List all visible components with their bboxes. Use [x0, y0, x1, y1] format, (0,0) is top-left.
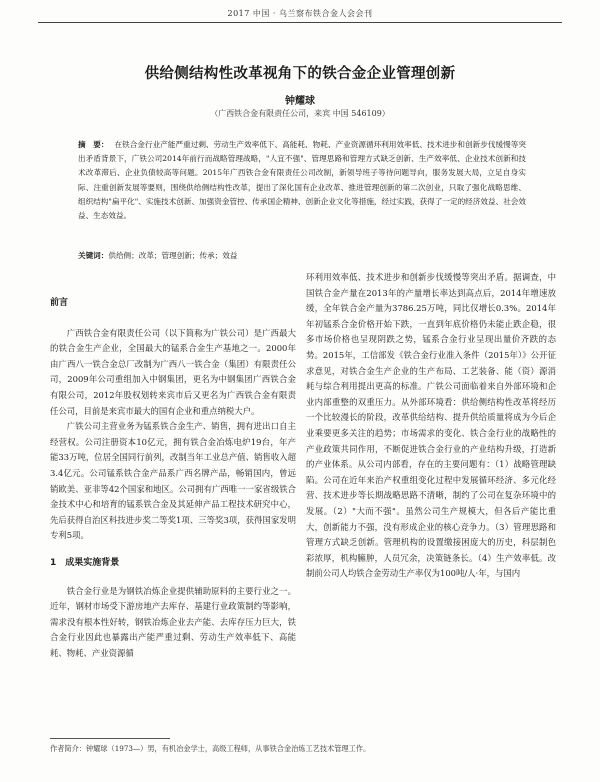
- left-column: [50, 292, 296, 661]
- keywords: [78, 250, 526, 261]
- preface-heading: 前言: [50, 298, 69, 308]
- paragraph: 铁合金行业是为钢铁冶炼企业提供辅助原料的主要行业之一。近年，钢材市场受下游房地产去库存、基建行业政策制约等影响，需求没有根本性好转，钢铁冶炼企业去产能、去库存压力巨大，铁合金行业因此也暴露出产能严重过剩、劳动生产效率低下、高能耗、物耗、产业资源循: [50, 585, 296, 658]
- paper-title: 供给侧结构性改革视角下的铁合金企业管理创新: [144, 66, 456, 82]
- keywords-label: 关键词：: [78, 251, 109, 260]
- paragraph: 广西铁合金有限责任公司（以下简称为广铁公司）是广西最大的铁合金生产企业，全国最大的锰系合金生产基地之一。2000年由广西八一铁合金总厂改制为广西八一铁合金（集团）有限责任公司，2009年公司重组加入中钢集团，更名为中钢集团广西铁合金有限公司，2012年股权划转来宾市后又更名为广西铁合金有限责任公司，目前是来宾市最大的国有企业和重点纳税大户。: [50, 327, 296, 416]
- section-heading: 1 成果实施背景: [50, 557, 120, 568]
- author-affiliation: （广西铁合金有限责任公司，来宾 中国 546109）: [210, 109, 390, 118]
- abstract: [78, 138, 526, 223]
- author-name: 钟耀球: [285, 96, 315, 107]
- keywords-text: 供给侧；改革；管理创新；传承；效益: [108, 251, 238, 260]
- paragraph: 环利用效率低、技术进步和创新步伐缓慢等突出矛盾。据调查，中国铁合金产量在2013年的产量增长率达到高点后，2014年增速放缓，全年铁合金产量为3786.25万吨，同比仅增长0.3%。2014年年初锰系合金价格开始下跌，一直到年底价格仍未能止跌企稳，很多市场价格也呈现阴跌之势，锰系合金行业呈现出量价齐跌的态势。2015年，工信部发《铁合金行业准入条件（2015年）》公开征求意见，对铁合金生产企业的生产布局、工艺装备、能（资）源消耗与综合利用提出更高的标准。广铁公司面临着来自外部环境和企业内部重整的双重压力。从外部环境看：供给侧结构性改革将经历一个比较漫长的阶段，改革供给结构、提升供给质量将成为今后企业乘要更多关注的趋势；市场需求的变化、铁合金行业的战略性的产业政策共同作用，不断促进铁合金行业的产业结构升级，打造新的产业体系。从公司内部看，存在的主要问题有：（1）战略管理缺陷。公司在近年来治产权重组变化过程中发展循环经济、多元化经营、技术进步等长期战略思路不清晰，制约了公司在复杂环境中的发展。（2）"大而不强"。虽然公司生产规模大，但各后产能比重大，创新能力不强，没有形成企业的核心竞争力。（3）管理思路和管理方式缺乏创新。管理机构的设置缴接困庞大的历史，科层制色彩浓厚，机构臃肿，人员冗余，决策链条长。（4）生产效率低。改制前公司人均铁合金劳动生产率仅为100吨/人·年，与国内: [306, 272, 556, 579]
- running-head: 2017 中国 · 乌兰察布铁合金人会会刊: [227, 9, 373, 18]
- right-column: [306, 270, 556, 582]
- header-rule: [38, 22, 562, 23]
- footnote-rule: [50, 738, 170, 739]
- abstract-text: 在铁合金行业产能严重过剩、劳动生产效率低下、高能耗、物耗、产业资源循环利用效率低、技术进步和创新步伐缓慢等突出矛盾背景下，广铁公司2014年前行而战略管理战略，"人宜不强"、管理思路和管理方式缺乏创新、生产效率低、企业技术创新和技术改革滞后、企业负债较高等问题。2015年广西铁合金有限责任公司改制，新领导班子等待问题导向，服务发展大局，立足自身实际、注重创新发展等要则，围绕供给侧结构性改革，提出了深化国有企业改革、推进管理创新的第二次创业，只取了强化战略思维、组织结构"扁平化"、实施技术创新、加强资金管控、传承国企精神、创新企业文化等措施，经过实践，获得了一定的经济效益、社会效益、生态效益。: [78, 140, 526, 221]
- abstract-label: 摘 要：: [78, 140, 109, 149]
- paragraph: 广铁公司主营业务为锰系铁合金生产、销售，拥有进出口自主经营权。公司注册资本10亿元，拥有铁合金冶炼电炉19台，年产能33万吨，位居全国同行前列，改制当年工业总产值、销售收入超3.4亿元。公司锰系铁合金产品系广西名牌产品，畅销国内，曾远销欧美、亚非等42个国家和地区。公司拥有广西唯一一家省级铁合金技术中心和培育的锰系铁合金及其延伸产品工程技术研究中心，先后获得自治区科技进步奖二等奖1项、三等奖3项，获得国家发明专利5项。: [50, 421, 296, 541]
- author-footnote: 作者简介：钟耀球（1973—）男，有机冶金学士，高级工程师，从事铁合金治炼工艺技术管理工作。: [50, 744, 371, 753]
